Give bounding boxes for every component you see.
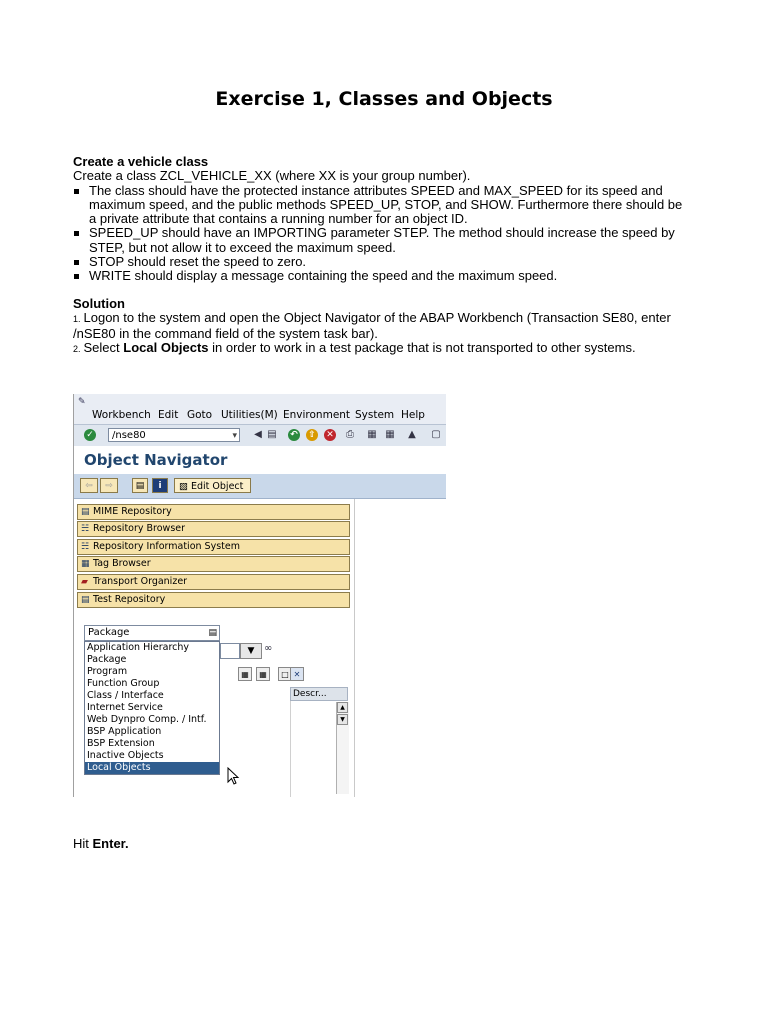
menu-goto[interactable]: Goto [187,409,213,421]
nav-tag-browser[interactable]: ▦ Tag Browser [77,556,350,572]
column-header-description[interactable]: Descr... [290,687,348,701]
scroll-up-icon[interactable]: ▲ [337,702,348,713]
bullet-item: WRITE should display a message containing the speed and the maximum speed. [73,269,693,283]
intro-text: Create a class ZCL_VEHICLE_XX (where XX is your group number). [73,168,471,184]
menu-workbench[interactable]: Workbench [92,409,151,421]
exit-icon[interactable]: ⇧ [306,429,318,441]
nav-test-repository[interactable]: ▤ Test Repository [77,592,350,608]
menu-environment[interactable]: Environment [283,409,351,421]
enter-icon[interactable]: ✓ [84,429,96,441]
back-nav-icon[interactable]: ⇦ [80,478,98,493]
solution-step-1: 1. Logon to the system and open the Object Navigator of the ABAP Workbench (Transaction SE80, enter /nSE80 in the command field of the system task bar). [73,310,671,341]
close-icon[interactable]: ✕ [290,667,304,681]
dropdown-option-local-objects[interactable]: Local Objects [85,762,219,774]
work-area [354,499,446,797]
edit-object-button[interactable]: ▧ Edit Object [174,478,251,493]
forward-nav-icon[interactable]: ⇨ [100,478,118,493]
dropdown-option[interactable]: Program [87,666,128,677]
dropdown-option[interactable]: Package [87,654,127,665]
window-menu-icon[interactable]: ✎ [78,397,86,407]
display-list-icon[interactable]: ▤ [132,478,148,493]
nav-transport-organizer[interactable]: ▰ Transport Organizer [77,574,350,590]
dropdown-option[interactable]: Web Dynpro Comp. / Intf. [87,714,207,725]
column-divider [290,687,291,797]
nav-repository-information-system[interactable]: ☵ Repository Information System [77,539,350,555]
section-heading: Create a vehicle class [73,154,209,169]
info-icon[interactable]: i [152,478,168,493]
scroll-down-icon[interactable]: ▼ [337,714,348,725]
system-toolbar [74,424,446,448]
menu-help[interactable]: Help [401,409,425,421]
dropdown-option[interactable]: Function Group [87,678,160,689]
bullet-item: SPEED_UP should have an IMPORTING parameter STEP. The method should increase the speed by STEP, but not allow it to exceed the maximum speed. [73,226,693,255]
menu-utilities[interactable]: Utilities(M) [221,409,278,421]
dropdown-option[interactable]: Inactive Objects [87,750,164,761]
dropdown-option[interactable]: Application Hierarchy [87,642,190,653]
dropdown-arrow-icon[interactable]: ▼ [240,643,262,659]
mime-icon: ▤ [81,507,90,517]
dropdown-option[interactable]: Internet Service [87,702,163,713]
screen-title-bar [74,446,446,474]
bullet-square-icon [74,274,79,279]
object-name-input[interactable] [220,643,240,659]
tag-icon: ▦ [81,559,90,569]
nav-repository-browser[interactable]: ☵ Repository Browser [77,521,350,537]
solution-step-2: 2. Select Local Objects in order to work in a test package that is not transported to other systems. [73,339,636,355]
edit-object-icon: ▧ [179,481,191,492]
menu-edit[interactable]: Edit [158,409,179,421]
sap-screenshot [73,394,446,797]
find-icon[interactable]: ▦ [367,429,377,440]
create-session-icon[interactable]: ▢ [431,429,441,440]
dropdown-option[interactable]: BSP Extension [87,738,155,749]
cancel-icon[interactable]: ✕ [324,429,336,441]
object-type-dropdown-list [84,641,220,775]
display-glasses-icon[interactable]: ∞ [264,643,273,654]
info-system-icon: ☵ [81,542,90,552]
mouse-pointer-icon [227,767,241,787]
tree-action-icon[interactable]: ▦ [256,667,270,681]
test-icon: ▤ [81,595,90,605]
screen-title: Object Navigator [84,451,228,469]
close-browser-icon[interactable]: □ [278,667,292,681]
dropdown-option[interactable]: Class / Interface [87,690,164,701]
solution-section [73,297,693,356]
command-field[interactable]: /nse80 ▾ [108,428,240,442]
dropdown-icon[interactable]: ▤ [208,628,217,638]
back-arrow-icon[interactable]: ◀ [254,429,262,440]
back-icon[interactable]: ↶ [288,429,300,441]
nav-mime-repository[interactable]: ▤ MIME Repository [77,504,350,520]
bullet-square-icon [74,231,79,236]
find-next-icon[interactable]: ▦ [385,429,395,440]
bullet-item: STOP should reset the speed to zero. [73,255,693,269]
print-icon[interactable]: ⎙ [346,429,354,440]
hierarchy-icon: ☵ [81,524,90,534]
application-toolbar [74,474,446,499]
tree-action-icon[interactable]: ▦ [238,667,252,681]
exercise-description [73,155,693,284]
truck-icon: ▰ [81,577,88,587]
bullet-square-icon [74,260,79,265]
first-page-icon[interactable]: ▲ [408,429,416,440]
solution-heading: Solution [73,296,125,311]
page-title: Exercise 1, Classes and Objects [215,88,553,110]
bullet-item: The class should have the protected instance attributes SPEED and MAX_SPEED for its speed and maximum speed, and the public methods SPEED_UP, STOP, and SHOW. Furthermore there should be a private attribute that contains a running number for an object ID. [73,184,693,227]
save-icon[interactable]: ▤ [267,429,277,440]
dropdown-option[interactable]: BSP Application [87,726,162,737]
menu-bar [74,394,446,424]
menu-system[interactable]: System [355,409,395,421]
dropdown-icon[interactable]: ▾ [232,431,237,441]
vertical-scrollbar[interactable] [336,702,349,794]
instruction-hit-enter: Hit Enter. [73,836,129,851]
object-type-select[interactable]: Package ▤ [84,625,220,641]
bullet-square-icon [74,189,79,194]
